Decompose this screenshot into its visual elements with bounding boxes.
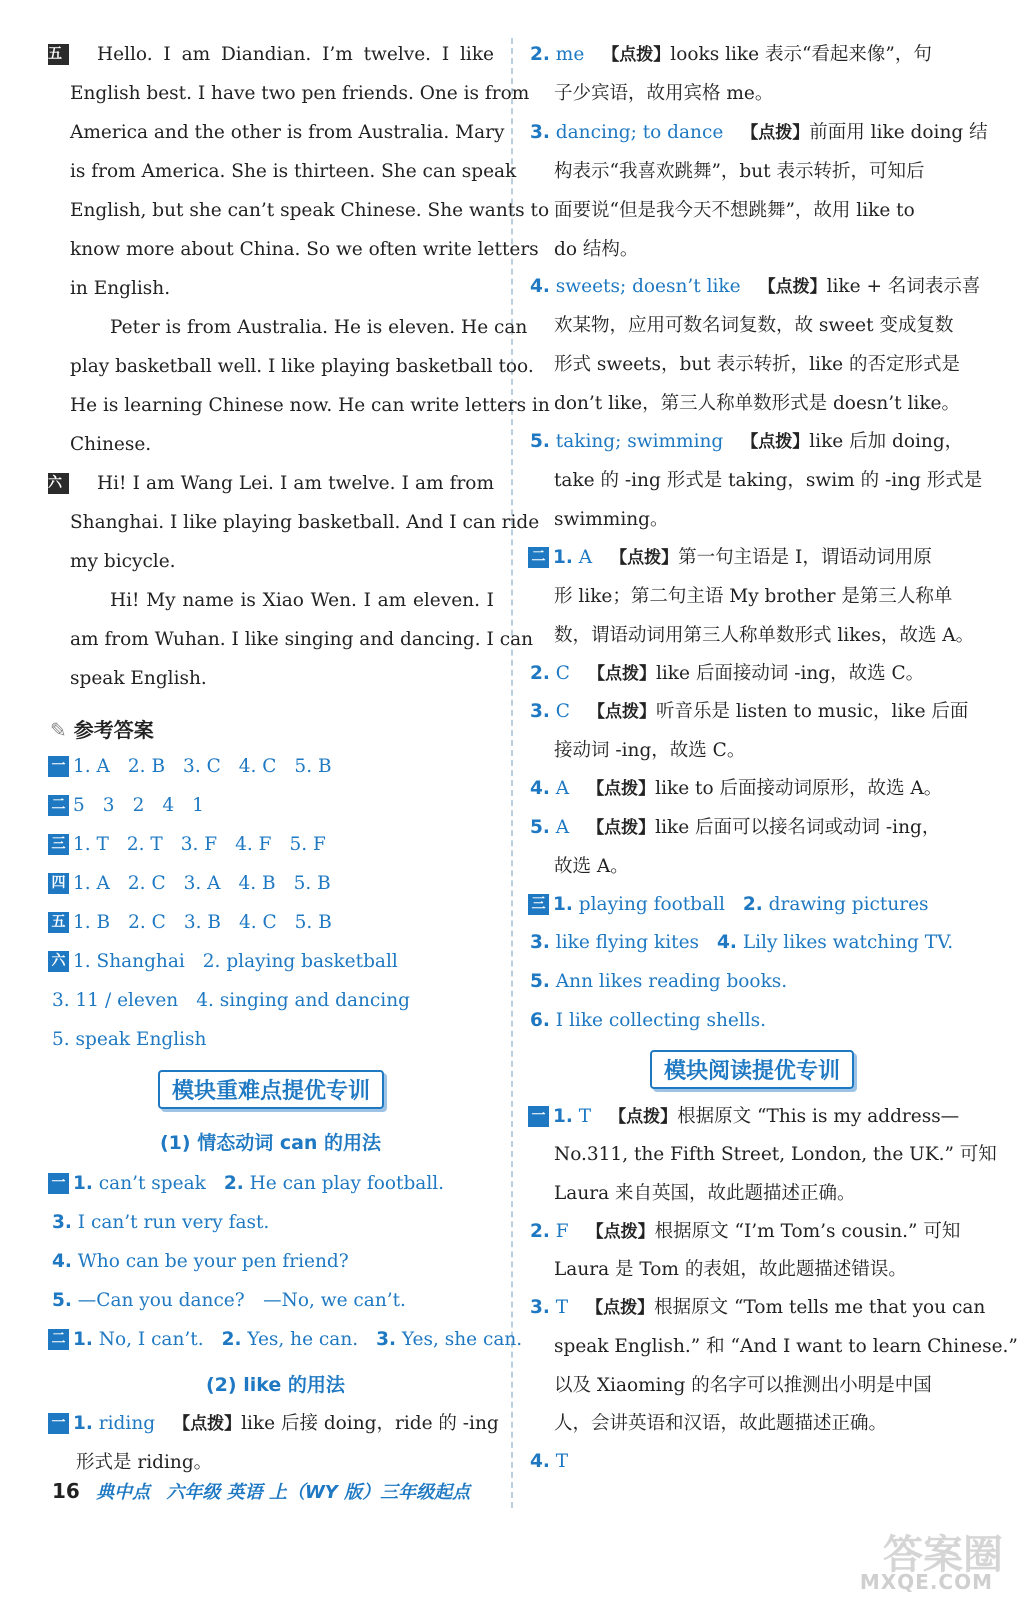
ex2-q5-line-2: 故选 A。 [554, 856, 629, 877]
answer-2-line-1: 2. me 【点拨】looks like 表示“看起来像”，句 [530, 44, 932, 65]
passage-5-line-8: Peter is from Australia. He is eleven. He can [110, 317, 528, 338]
passage-6-line-2: Shanghai. I like playing basketball. And I can ride [70, 512, 540, 533]
ex3-row-2: 3. like flying kites 4. Lily likes watching TV. [530, 932, 954, 953]
can-answers-row-5: 二 1. No, I can’t. 2. Yes, he can. 3. Yes, she can. [48, 1328, 522, 1352]
reading-q2-line-1: 2. F 【点拨】根据原文 “I’m Tom’s cousin.” 可知 [530, 1221, 961, 1242]
can-answers-row-4: 5. —Can you dance? —No, we can’t. [52, 1290, 406, 1311]
answer-2-line-2: 子少宾语，故用宾格 me。 [554, 83, 774, 104]
answer-3-line-3: 面要说“但是我今天不想跳舞”，故用 like to [554, 200, 915, 221]
can-answers-row-3: 4. Who can be your pen friend? [52, 1251, 349, 1272]
ex3-row-1: 三 1. playing football 2. drawing pictures [528, 893, 929, 917]
answer-5-line-1: 5. taking; swimming 【点拨】like 后加 doing， [530, 431, 964, 452]
passage-6-line-4: Hi! My name is Xiao Wen. I am eleven. I [110, 590, 494, 611]
answer-3-line-1: 3. dancing; to dance 【点拨】前面用 like doing 结 [530, 122, 988, 143]
ex2-q4-line-1: 4. A 【点拨】like to 后面接动词原形，故选 A。 [530, 778, 943, 799]
reading-q1-line-2: No.311, the Fifth Street, London, the UK.” 可知 [554, 1144, 997, 1165]
can-answers-row-1: 一 1. can’t speak 2. He can play football. [48, 1172, 444, 1196]
reading-q2-line-2: Laura 是 Tom 的表姐，故此题描述错误。 [554, 1259, 907, 1280]
ex3-row-4: 6. I like collecting shells. [530, 1010, 767, 1031]
section-title-key-points: 模块重难点提优专训 [158, 1070, 384, 1109]
ex2-q3-line-2: 接动词 -ing，故选 C。 [554, 740, 746, 761]
answers-row-2: 二 5 3 2 4 1 [48, 794, 204, 818]
ex2-q1-line-1: 二 1. A 【点拨】第一句主语是 I，谓语动词用原 [528, 546, 932, 570]
section-badge: 五 [48, 44, 69, 65]
passage-5-line-11: Chinese. [70, 434, 152, 455]
ex2-q3-line-1: 3. C 【点拨】听音乐是 listen to music，like 后面 [530, 701, 969, 722]
passage-5-line-4: is from America. She is thirteen. She can speak [70, 161, 517, 182]
passage-5-line-9: play basketball well. I like playing basketball too. [70, 356, 534, 377]
passage-5-line-1: 五 Hello. I am Diandian. I’m twelve. I like [48, 44, 494, 65]
answer-4-line-3: 形式 sweets，but 表示转折，like 的否定形式是 [554, 354, 960, 375]
passage-6-line-6: speak English. [70, 668, 207, 689]
answers-row-3: 三 1. T 2. T 3. F 4. F 5. F [48, 833, 326, 857]
watermark-logo: 答案圈 [883, 1532, 1003, 1578]
pencil-icon: ✎ [50, 718, 67, 742]
reading-q1-line-1: 一 1. T 【点拨】根据原文 “This is my address— [528, 1105, 959, 1129]
answers-row-1: 一 1. A 2. B 3. C 4. C 5. B [48, 755, 332, 779]
answer-3-line-4: do 结构。 [554, 239, 639, 260]
ex2-q1-line-3: 数，谓语动词用第三人称单数形式 likes，故选 A。 [554, 625, 975, 646]
answer-4-line-4: don’t like，第三人称单数形式是 doesn’t like。 [554, 393, 960, 414]
watermark-url: MXQE.COM [859, 1570, 993, 1594]
passage-5-line-3: America and the other is from Australia. Mary [70, 122, 505, 143]
passage-5-line-2: English best. I have two pen friends. One is from [70, 83, 530, 104]
answer-4-line-1: 4. sweets; doesn’t like 【点拨】like + 名词表示喜 [530, 276, 981, 297]
answer-3-line-2: 构表示“我喜欢跳舞”，but 表示转折，可知后 [554, 161, 925, 182]
ex3-row-3: 5. Ann likes reading books. [530, 971, 788, 992]
reading-q3-line-2: speak English.” 和 “And I want to learn Chinese.” [554, 1336, 1018, 1357]
passage-5-line-6: know more about China. So we often write letters [70, 239, 539, 260]
passage-5-line-10: He is learning Chinese now. He can write letters in [70, 395, 550, 416]
ex2-q1-line-2: 形 like；第二句主语 My brother 是第三人称单 [554, 586, 953, 607]
section-title-reading: 模块阅读提优专训 [650, 1050, 854, 1089]
answers-row-5: 五 1. B 2. C 3. B 4. C 5. B [48, 911, 332, 935]
answer-5-line-3: swimming。 [554, 509, 669, 530]
reading-q3-line-1: 3. T 【点拨】根据原文 “Tom tells me that you can [530, 1297, 986, 1318]
reading-q4-line-1: 4. T [530, 1451, 569, 1472]
like-answer-line-2: 形式是 riding。 [76, 1452, 213, 1473]
passage-6-line-1: 六 Hi! I am Wang Lei. I am twelve. I am from [48, 473, 494, 494]
answers-row-6b: 3. 11 / eleven 4. singing and dancing [52, 990, 410, 1011]
reading-q1-line-3: Laura 来自英国，故此题描述正确。 [554, 1183, 856, 1204]
passage-5-line-5: English, but she can’t speak Chinese. She wants to [70, 200, 550, 221]
like-answer-line-1: 一 1. riding 【点拨】like 后接 doing，ride 的 -ing [48, 1412, 499, 1436]
reading-q3-line-3: 以及 Xiaoming 的名字可以推测出小明是中国 [554, 1375, 932, 1396]
passage-6-line-3: my bicycle. [70, 551, 176, 572]
answers-row-6c: 5. speak English [52, 1029, 207, 1050]
answers-row-6: 六 1. Shanghai 2. playing basketball [48, 950, 398, 974]
ex2-q5-line-1: 5. A 【点拨】like 后面可以接名词或动词 -ing， [530, 817, 941, 838]
answer-5-line-2: take 的 -ing 形式是 taking，swim 的 -ing 形式是 [554, 470, 983, 491]
passage-6-line-5: am from Wuhan. I like singing and dancing. I can [70, 629, 534, 650]
answer-4-line-2: 欢某物，应用可数名词复数，故 sweet 变成复数 [554, 315, 954, 336]
reading-q3-line-4: 人，会讲英语和汉语，故此题描述正确。 [554, 1413, 888, 1434]
book-info: 六年级 英语 上（WY 版）三年级起点 [166, 1482, 471, 1503]
page-number: 16 [52, 1479, 80, 1503]
brand-logo: 典中点 [96, 1482, 151, 1503]
page-footer [52, 1478, 470, 1504]
passage-5-line-7: in English. [70, 278, 171, 299]
section-badge: 六 [48, 473, 69, 494]
subsection-like-usage: (2) like 的用法 [206, 1374, 345, 1396]
reference-answers-title: ✎ 参考答案 [50, 718, 154, 742]
ex2-q2-line-1: 2. C 【点拨】like 后面接动词 -ing，故选 C。 [530, 663, 925, 684]
can-answers-row-2: 3. I can’t run very fast. [52, 1212, 270, 1233]
subsection-can-usage: (1) 情态动词 can 的用法 [160, 1132, 382, 1154]
answers-row-4: 四 1. A 2. C 3. A 4. B 5. B [48, 872, 331, 896]
